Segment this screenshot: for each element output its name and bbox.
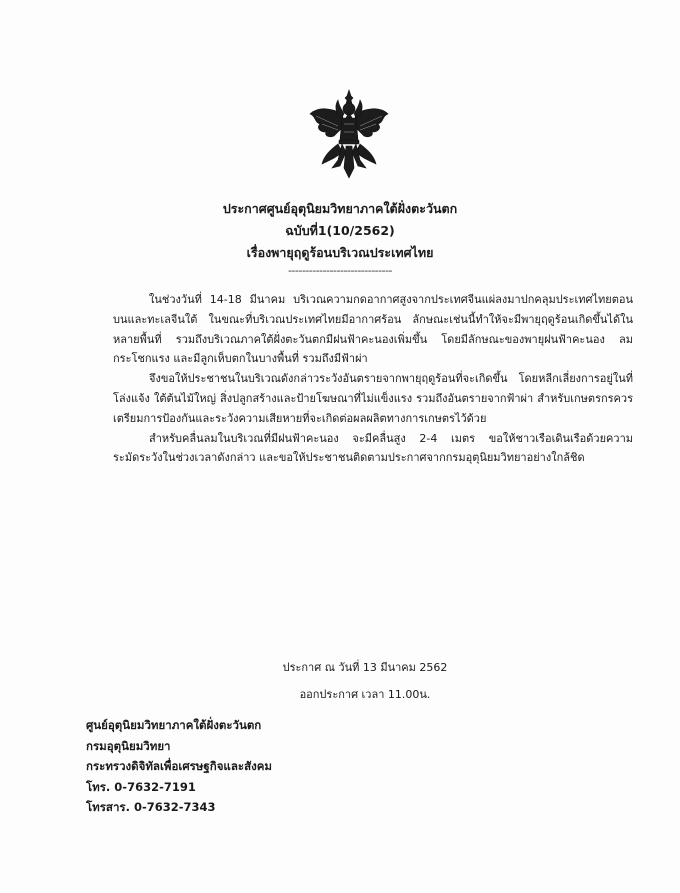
footer-ministry: กระทรวงดิจิทัลเพื่อเศรษฐกิจและสังคม [86,759,272,773]
footer-department: กรมอุตุนิยมวิทยา [86,738,171,753]
contact-footer [86,715,486,818]
issued-time: ออกประกาศ เวลา 11.00น. [299,688,431,701]
announcement-subject: เรื่องพายุฤดูร้อนบริเวณประเทศไทย [246,245,434,260]
issued-date: ประกาศ ณ วันที่ 13 มีนาคม 2562 [282,661,448,674]
garuda-emblem-icon [308,88,390,180]
header-separator: ------------------------------ [287,264,393,277]
announcement-body [113,290,633,468]
footer-phone: โทร. 0-7632-7191 [86,779,196,794]
issued-date-block [200,654,530,708]
announcement-title: ประกาศศูนย์อุตุนิยมวิทยาภาคใต้ฝั่งตะวันตก [222,201,458,216]
body-paragraph-1: ในช่วงวันที่ 14-18 มีนาคม บริเวณความกดอากาศสูงจากประเทศจีนแผ่ลงมาปกคลุมประเทศไทยตอนบนและทะเลจีนใต้ ในขณะที่บริเวณประเทศไทยมีอากาศร้อน ลักษณะเช่นนี้ทำให้จะมีพายุฤดูร้อนเกิดขึ้นได้ในหลายพื้นที่ รวมถึงบริเวณภาคใต้ฝั่งตะวันตกมีฝนฟ้าคะนองเพิ่มขึ้น โดยมีลักษณะของพายุฝนฟ้าคะนอง ลมกระโชกแรง และมีลูกเห็บตกในบางพื้นที่ รวมถึงมีฟ้าผ่า [113,293,633,366]
body-paragraph-3: สำหรับคลื่นลมในบริเวณที่มีฝนฟ้าคะนอง จะมีคลื่นสูง 2-4 เมตร ขอให้ชาวเรือเดินเรือด้วยความระมัดระวังในช่วงเวลาดังกล่าว และขอให้ประชาชนติดตามประกาศจากกรมอุตุนิยมวิทยาอย่างใกล้ชิด [113,431,633,465]
footer-organization: ศูนย์อุตุนิยมวิทยาภาคใต้ฝั่งตะวันตก [86,718,262,732]
body-paragraph-2: จึงขอให้ประชาชนในบริเวณดังกล่าวระวังอันตรายจากพายุฤดูร้อนที่จะเกิดขึ้น โดยหลีกเลี่ยงการอยู่ในที่โล่งแจ้ง ใต้ต้นไม้ใหญ่ สิ่งปลูกสร้างและป้ายโฆษณาที่ไม่แข็งแรง รวมถึงอันตรายจากฟ้าผ่า สำหรับเกษตรกรควรเตรียมการป้องกันและระวังความเสียหายที่จะเกิดต่อผลผลิตทางการเกษตรไว้ด้วย [113,372,633,425]
announcement-issue-number: ฉบับที่1(10/2562) [285,223,395,238]
footer-fax: โทรสาร. 0-7632-7343 [86,800,216,814]
announcement-header [0,198,680,278]
